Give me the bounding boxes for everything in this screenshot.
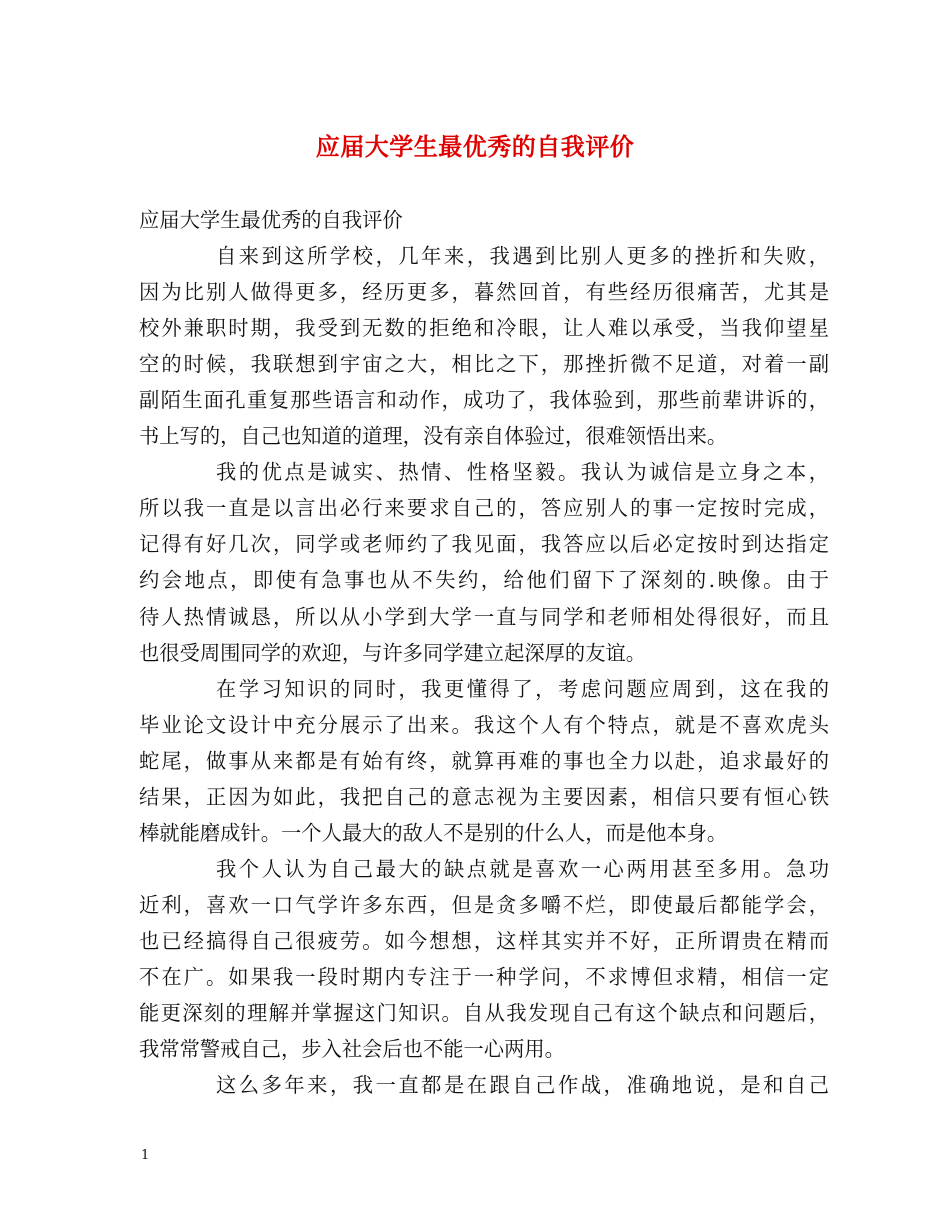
document-subtitle: 应届大学生最优秀的自我评价	[139, 208, 403, 232]
paragraph-line: 空的时候，我联想到宇宙之大，相比之下，那挫折微不足道，对着一副	[139, 352, 829, 377]
paragraph-line: 也很受周围同学的欢迎，与许多同学建立起深厚的友谊。	[139, 640, 647, 665]
paragraph-line: 记得有好几次，同学或老师约了我见面，我答应以后必定按时到达指定	[139, 532, 829, 557]
paragraph-line: 毕业论文设计中充分展示了出来。我这个人有个特点，就是不喜欢虎头	[139, 712, 829, 737]
paragraph-line: 因为比别人做得更多，经历更多，暮然回首，有些经历很痛苦，尤其是	[139, 280, 829, 305]
page-number: 1	[141, 1148, 150, 1163]
paragraph-line: 能更深刻的理解并掌握这门知识。自从我发现自己有这个缺点和问题后，	[139, 1001, 829, 1026]
paragraph-line: 副陌生面孔重复那些语言和动作，成功了，我体验到，那些前辈讲诉的，	[139, 388, 829, 413]
paragraph-line: 结果，正因为如此，我把自己的意志视为主要因素，相信只要有恒心铁	[139, 784, 829, 809]
paragraph-line: 自来到这所学校，几年来，我遇到比别人更多的挫折和失败，	[216, 244, 829, 269]
document-body	[139, 202, 829, 1103]
paragraph-line: 书上写的，自己也知道的道理，没有亲自体验过，很难领悟出来。	[139, 424, 728, 449]
paragraph-line: 约会地点，即使有急事也从不失约，给他们留下了深刻的.映像。由于	[139, 568, 829, 593]
paragraph-line: 蛇尾，做事从来都是有始有终，就算再难的事也全力以赴，追求最好的	[139, 748, 829, 773]
paragraph-line: 也已经搞得自己很疲劳。如今想想，这样其实并不好，正所谓贵在精而	[139, 928, 829, 953]
paragraph-line: 我的优点是诚实、热情、性格坚毅。我认为诚信是立身之本，	[216, 460, 829, 485]
paragraph-line: 近利，喜欢一口气学许多东西，但是贪多嚼不烂，即使最后都能学会，	[139, 892, 829, 917]
paragraph-line: 棒就能磨成针。一个人最大的敌人不是别的什么人，而是他本身。	[139, 820, 728, 845]
paragraph-line: 我个人认为自己最大的缺点就是喜欢一心两用甚至多用。急功	[216, 856, 829, 881]
document-title: 应届大学生最优秀的自我评价	[315, 132, 635, 161]
paragraph-line: 不在广。如果我一段时期内专注于一种学问，不求博但求精，相信一定	[139, 964, 829, 989]
paragraph-line: 这么多年来，我一直都是在跟自己作战，准确地说，是和自己	[216, 1073, 829, 1098]
paragraph-line: 在学习知识的同时，我更懂得了，考虑问题应周到，这在我的	[216, 676, 829, 701]
paragraph-line: 校外兼职时期，我受到无数的拒绝和冷眼，让人难以承受，当我仰望星	[139, 316, 829, 341]
paragraph-line: 所以我一直是以言出必行来要求自己的，答应别人的事一定按时完成，	[139, 496, 829, 521]
paragraph-line: 待人热情诚恳，所以从小学到大学一直与同学和老师相处得很好，而且	[139, 604, 829, 629]
paragraph-line: 我常常警戒自己，步入社会后也不能一心两用。	[139, 1037, 565, 1062]
